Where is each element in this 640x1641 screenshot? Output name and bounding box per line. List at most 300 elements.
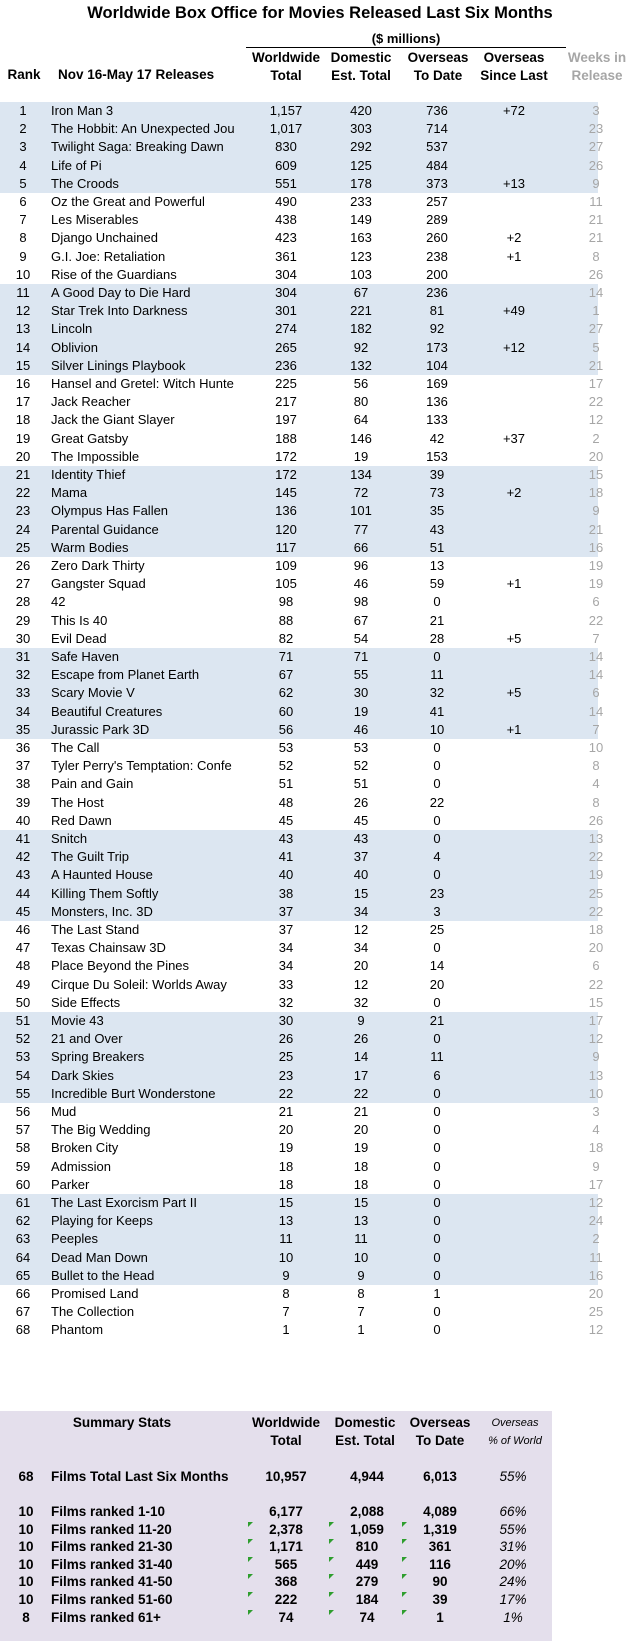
summary-worldwide: 565 — [274, 1556, 298, 1572]
worldwide-cell: 225 — [275, 376, 297, 391]
table-row — [0, 357, 604, 375]
overseas-cell: 25 — [429, 922, 445, 937]
table-row — [0, 539, 604, 557]
overseas-cell: 0 — [433, 812, 441, 828]
title-cell: Promised Land — [51, 1286, 139, 1301]
weeks-cell: 22 — [588, 903, 604, 919]
rank-cell: 7 — [19, 212, 27, 228]
weeks-cell: 18 — [588, 1140, 604, 1156]
worldwide-cell: 217 — [275, 394, 297, 410]
summary-pct: 24% — [499, 1574, 527, 1590]
overseas-cell: 21 — [429, 612, 445, 628]
title-cell: Oz the Great and Powerful — [51, 194, 205, 209]
worldwide-cell: 830 — [275, 139, 297, 155]
weeks-cell: 11 — [589, 194, 603, 209]
title-cell: Dead Man Down — [51, 1249, 148, 1265]
table-row — [0, 248, 598, 266]
overseas-cell: 41 — [429, 703, 445, 719]
rank-cell: 39 — [15, 794, 31, 810]
rank-cell: 60 — [15, 1176, 31, 1192]
domestic-cell: 8 — [357, 1286, 365, 1301]
table-row — [0, 648, 604, 666]
domestic-cell: 123 — [350, 248, 372, 264]
weeks-cell: 2 — [592, 430, 600, 446]
rank-cell: 6 — [19, 194, 27, 209]
header-weeks-line2: Release — [571, 68, 623, 83]
table-row — [0, 1085, 604, 1103]
domestic-cell: 19 — [353, 703, 369, 719]
rank-cell: 34 — [15, 703, 31, 719]
domestic-cell: 19 — [353, 1140, 369, 1156]
overseas-cell: 51 — [429, 539, 445, 555]
domestic-cell: 20 — [353, 1122, 369, 1138]
worldwide-cell: 32 — [278, 994, 294, 1010]
summary-overseas: 39 — [432, 1592, 448, 1607]
domestic-cell: 14 — [353, 1049, 369, 1065]
summary-pct: 66% — [499, 1504, 527, 1519]
title-cell: Jack Reacher — [51, 394, 131, 410]
title-cell: Admission — [51, 1158, 111, 1174]
since-last-cell: +12 — [502, 339, 526, 355]
worldwide-cell: 361 — [275, 248, 297, 264]
weeks-cell: 19 — [588, 558, 604, 573]
worldwide-cell: 88 — [278, 612, 294, 628]
overseas-cell: 43 — [429, 521, 445, 537]
table-row — [0, 1121, 598, 1139]
weeks-cell: 20 — [588, 940, 604, 956]
domestic-cell: 17 — [353, 1067, 369, 1083]
worldwide-cell: 22 — [278, 1085, 294, 1101]
table-row — [0, 593, 598, 611]
rank-cell: 42 — [15, 849, 31, 865]
worldwide-cell: 117 — [275, 539, 297, 555]
summary-pct: 55% — [499, 1521, 527, 1537]
worldwide-cell: 48 — [278, 794, 294, 810]
title-cell: Evil Dead — [51, 630, 107, 646]
domestic-cell: 13 — [353, 1213, 369, 1229]
weeks-cell: 6 — [592, 594, 600, 610]
weeks-cell: 1 — [592, 303, 600, 319]
weeks-cell: 14 — [588, 649, 604, 664]
title-cell: Place Beyond the Pines — [51, 958, 190, 974]
summary-total-count: 68 — [18, 1469, 34, 1484]
summary-label: Films ranked 51-60 — [51, 1592, 173, 1607]
title-cell: Escape from Planet Earth — [51, 667, 200, 683]
summary-domestic: 1,059 — [350, 1521, 384, 1537]
summary-domestic: 74 — [359, 1609, 375, 1625]
worldwide-cell: 1,157 — [269, 103, 303, 118]
worldwide-cell: 109 — [275, 558, 297, 573]
rank-cell: 1 — [19, 103, 27, 118]
domestic-cell: 67 — [353, 285, 369, 300]
summary-count: 10 — [18, 1574, 34, 1590]
table-row — [0, 1230, 598, 1248]
rank-cell: 32 — [15, 667, 31, 683]
title-cell: Parker — [51, 1176, 90, 1192]
title-cell: Jack the Giant Slayer — [51, 412, 175, 428]
domestic-cell: 67 — [353, 612, 369, 628]
rank-cell: 3 — [19, 139, 27, 155]
domestic-cell: 11 — [354, 1231, 368, 1247]
title-cell: Safe Haven — [51, 649, 119, 664]
header-since-line2: Since Last — [480, 68, 548, 83]
worldwide-cell: 105 — [275, 576, 297, 592]
worldwide-cell: 23 — [278, 1067, 294, 1083]
worldwide-cell: 40 — [278, 867, 294, 883]
summary-header-worldwide-line1: Worldwide — [251, 1415, 320, 1430]
weeks-cell: 20 — [588, 448, 604, 464]
worldwide-cell: 43 — [278, 831, 294, 846]
rank-cell: 10 — [15, 266, 31, 282]
worldwide-cell: 7 — [282, 1304, 290, 1320]
title-cell: Life of Pi — [51, 157, 102, 173]
weeks-cell: 14 — [588, 703, 604, 719]
overseas-cell: 537 — [426, 139, 448, 155]
summary-label: Films ranked 41-50 — [51, 1574, 173, 1590]
rank-cell: 13 — [15, 321, 31, 337]
overseas-cell: 153 — [426, 448, 448, 464]
summary-total-row — [0, 1468, 552, 1486]
rank-cell: 27 — [15, 576, 31, 592]
overseas-cell: 104 — [426, 357, 448, 373]
domestic-cell: 45 — [353, 812, 369, 828]
weeks-cell: 10 — [588, 740, 604, 755]
overseas-cell: 0 — [433, 831, 441, 846]
rank-cell: 62 — [15, 1213, 31, 1229]
overseas-cell: 59 — [429, 576, 445, 592]
overseas-cell: 0 — [433, 776, 441, 792]
weeks-cell: 15 — [588, 994, 604, 1010]
since-last-cell: +5 — [506, 630, 522, 646]
worldwide-cell: 304 — [275, 285, 297, 300]
summary-overseas: 90 — [432, 1574, 448, 1590]
domestic-cell: 182 — [350, 321, 372, 337]
summary-group-row — [0, 1503, 552, 1521]
title-cell: G.I. Joe: Retaliation — [51, 248, 166, 264]
weeks-cell: 16 — [588, 1267, 604, 1283]
domestic-cell: 149 — [350, 212, 372, 228]
overseas-cell: 0 — [433, 1249, 441, 1265]
summary-total-domestic: 4,944 — [350, 1469, 384, 1484]
overseas-cell: 42 — [429, 430, 445, 446]
title-cell: A Good Day to Die Hard — [51, 285, 191, 300]
rank-cell: 54 — [15, 1067, 31, 1083]
title-cell: Les Miserables — [51, 212, 139, 228]
overseas-cell: 0 — [433, 1176, 441, 1192]
worldwide-cell: 423 — [275, 230, 297, 246]
table-row — [0, 211, 604, 229]
title-cell: Movie 43 — [51, 1013, 104, 1028]
title-cell: Jurassic Park 3D — [51, 721, 150, 737]
weeks-cell: 13 — [588, 831, 604, 846]
weeks-cell: 16 — [588, 539, 604, 555]
title-cell: Red Dawn — [51, 812, 112, 828]
weeks-cell: 27 — [588, 321, 604, 337]
title-cell: Broken City — [51, 1140, 119, 1156]
rank-cell: 28 — [15, 594, 31, 610]
domestic-cell: 12 — [353, 976, 369, 992]
summary-overseas: 4,089 — [423, 1504, 457, 1519]
summary-label: Films ranked 21-30 — [51, 1539, 173, 1555]
table-row — [0, 393, 604, 411]
title-cell: Bullet to the Head — [51, 1267, 155, 1283]
table-row — [0, 812, 604, 830]
domestic-cell: 56 — [353, 376, 369, 391]
domestic-cell: 178 — [350, 175, 372, 191]
title-cell: Side Effects — [51, 994, 121, 1010]
overseas-cell: 20 — [429, 976, 445, 992]
summary-heading: Summary Stats — [72, 1415, 172, 1430]
summary-count: 10 — [18, 1539, 34, 1555]
weeks-cell: 13 — [588, 1067, 604, 1083]
rank-cell: 65 — [15, 1267, 31, 1283]
title-cell: Peeples — [51, 1231, 98, 1247]
worldwide-cell: 13 — [278, 1213, 294, 1229]
domestic-cell: 101 — [350, 503, 372, 519]
worldwide-cell: 37 — [278, 903, 294, 919]
weeks-cell: 26 — [588, 157, 604, 173]
title-cell: Incredible Burt Wonderstone — [51, 1085, 216, 1101]
table-row — [0, 320, 604, 338]
rank-cell: 61 — [15, 1195, 31, 1210]
worldwide-cell: 304 — [275, 266, 297, 282]
cell-indicator-icon — [248, 1574, 253, 1579]
weeks-cell: 21 — [588, 521, 604, 537]
overseas-cell: 736 — [426, 103, 448, 118]
since-last-cell: +1 — [506, 248, 522, 264]
domestic-cell: 64 — [353, 412, 369, 428]
summary-header-overseas-line1: Overseas — [409, 1415, 471, 1430]
overseas-cell: 10 — [429, 721, 445, 737]
worldwide-cell: 609 — [275, 157, 297, 173]
rank-cell: 12 — [15, 303, 31, 319]
overseas-cell: 11 — [430, 1049, 444, 1065]
overseas-cell: 73 — [429, 485, 445, 501]
title-cell: The Croods — [51, 175, 119, 191]
title-cell: Playing for Keeps — [51, 1213, 153, 1229]
domestic-cell: 55 — [353, 667, 369, 683]
overseas-cell: 13 — [429, 558, 445, 573]
title-cell: Silver Linings Playbook — [51, 357, 186, 373]
overseas-cell: 6 — [433, 1067, 441, 1083]
summary-overseas: 1 — [436, 1609, 444, 1625]
table-row — [0, 721, 598, 739]
cell-indicator-icon — [329, 1522, 334, 1527]
table-row — [0, 1285, 604, 1303]
table-row — [0, 157, 604, 175]
rank-cell: 17 — [15, 394, 31, 410]
overseas-cell: 238 — [426, 248, 448, 264]
worldwide-cell: 20 — [278, 1122, 294, 1138]
table-row — [0, 1048, 598, 1066]
summary-pct: 17% — [499, 1592, 527, 1607]
worldwide-cell: 236 — [275, 357, 297, 373]
weeks-cell: 9 — [592, 1049, 600, 1065]
domestic-cell: 15 — [353, 1195, 369, 1210]
summary-domestic: 810 — [355, 1539, 379, 1555]
weeks-cell: 22 — [588, 976, 604, 992]
worldwide-cell: 52 — [278, 758, 294, 774]
rank-cell: 20 — [15, 448, 31, 464]
domestic-cell: 80 — [353, 394, 369, 410]
rank-cell: 55 — [15, 1085, 31, 1101]
rank-cell: 57 — [15, 1122, 31, 1138]
title-cell: Twilight Saga: Breaking Dawn — [51, 139, 224, 155]
since-last-cell: +5 — [506, 685, 522, 701]
cell-indicator-icon — [402, 1592, 407, 1597]
weeks-cell: 4 — [592, 1122, 600, 1138]
title-cell: Snitch — [51, 831, 88, 846]
domestic-cell: 92 — [353, 339, 369, 355]
rank-cell: 59 — [15, 1158, 31, 1174]
title-cell: Iron Man 3 — [51, 103, 114, 118]
worldwide-cell: 172 — [275, 448, 297, 464]
overseas-cell: 714 — [426, 121, 448, 137]
rank-cell: 2 — [19, 121, 27, 137]
since-last-cell: +72 — [502, 103, 526, 118]
worldwide-cell: 10 — [278, 1249, 294, 1265]
domestic-cell: 163 — [350, 230, 372, 246]
weeks-cell: 4 — [592, 776, 600, 792]
rank-cell: 4 — [19, 157, 27, 173]
worldwide-cell: 62 — [278, 685, 294, 701]
header-weeks-line1: Weeks in — [567, 50, 627, 65]
table-row — [0, 193, 603, 211]
worldwide-cell: 265 — [275, 339, 297, 355]
table-row — [0, 1067, 604, 1085]
summary-pct: 31% — [499, 1539, 527, 1555]
domestic-cell: 37 — [353, 849, 369, 865]
header-worldwide-line1: Worldwide — [251, 50, 320, 65]
overseas-cell: 373 — [426, 175, 448, 191]
header-domestic-line1: Domestic — [330, 50, 392, 65]
worldwide-cell: 490 — [275, 194, 297, 209]
summary-header-worldwide-line2: Total — [270, 1433, 302, 1448]
rank-cell: 26 — [15, 558, 31, 573]
rank-cell: 23 — [15, 503, 31, 519]
title-cell: Star Trek Into Darkness — [51, 303, 188, 319]
table-row — [0, 939, 604, 957]
title-cell: The Hobbit: An Unexpected Jou — [51, 121, 235, 137]
title-cell: Scary Movie V — [51, 685, 135, 701]
cell-indicator-icon — [329, 1592, 334, 1597]
domestic-cell: 9 — [357, 1013, 365, 1028]
summary-header-pct-line2: % of World — [488, 1435, 542, 1447]
worldwide-cell: 438 — [275, 212, 297, 228]
domestic-cell: 146 — [350, 430, 372, 446]
summary-domestic: 449 — [355, 1556, 379, 1572]
table-row — [0, 1103, 598, 1121]
domestic-cell: 19 — [353, 448, 369, 464]
worldwide-cell: 38 — [278, 885, 294, 901]
table-row — [0, 502, 598, 520]
overseas-cell: 236 — [426, 285, 448, 300]
weeks-cell: 6 — [592, 685, 600, 701]
cell-indicator-icon — [402, 1610, 407, 1615]
worldwide-cell: 15 — [278, 1195, 294, 1210]
rank-cell: 31 — [15, 649, 31, 664]
weeks-cell: 3 — [592, 1104, 600, 1119]
title-cell: Django Unchained — [51, 230, 158, 246]
summary-overseas: 116 — [429, 1556, 451, 1572]
weeks-cell: 12 — [588, 1322, 604, 1338]
worldwide-cell: 11 — [279, 1231, 293, 1247]
overseas-cell: 0 — [433, 1122, 441, 1138]
overseas-cell: 92 — [429, 321, 445, 337]
overseas-cell: 28 — [429, 630, 445, 646]
header-rule — [246, 47, 566, 48]
title-cell: The Host — [51, 794, 104, 810]
weeks-cell: 22 — [588, 849, 604, 865]
title-cell: Rise of the Guardians — [51, 266, 177, 282]
summary-label: Films ranked 61+ — [51, 1609, 161, 1625]
overseas-cell: 260 — [426, 230, 448, 246]
rank-cell: 8 — [19, 230, 27, 246]
table-row — [0, 957, 598, 975]
weeks-cell: 21 — [588, 230, 604, 246]
overseas-cell: 11 — [430, 667, 444, 683]
summary-worldwide: 368 — [274, 1574, 298, 1590]
table-row — [0, 1321, 604, 1339]
worldwide-cell: 41 — [278, 849, 294, 865]
table-row — [0, 484, 604, 502]
domestic-cell: 420 — [350, 103, 372, 118]
title-cell: Beautiful Creatures — [51, 703, 163, 719]
summary-worldwide: 6,177 — [269, 1504, 303, 1519]
summary-label: Films ranked 31-40 — [51, 1556, 173, 1572]
header-domestic-line2: Est. Total — [331, 68, 391, 83]
weeks-cell: 10 — [588, 1085, 604, 1101]
weeks-cell: 8 — [592, 248, 600, 264]
overseas-cell: 22 — [429, 794, 445, 810]
worldwide-cell: 197 — [275, 412, 297, 428]
title-cell: Mama — [51, 485, 88, 501]
table-row — [0, 102, 598, 120]
summary-domestic: 279 — [355, 1574, 379, 1590]
overseas-cell: 4 — [433, 849, 441, 865]
domestic-cell: 98 — [353, 594, 369, 610]
rank-cell: 14 — [15, 339, 31, 355]
table-row — [0, 175, 598, 193]
rank-cell: 24 — [15, 521, 31, 537]
domestic-cell: 12 — [353, 922, 369, 937]
table-row — [0, 994, 604, 1012]
table-row — [0, 885, 604, 903]
worldwide-cell: 551 — [275, 175, 297, 191]
worldwide-cell: 145 — [275, 485, 297, 501]
summary-worldwide: 74 — [278, 1609, 294, 1625]
summary-domestic: 2,088 — [350, 1504, 384, 1519]
weeks-cell: 22 — [588, 612, 604, 628]
weeks-cell: 12 — [588, 412, 604, 428]
table-row — [0, 684, 598, 702]
overseas-cell: 32 — [429, 685, 445, 701]
title-cell: Gangster Squad — [51, 576, 146, 592]
since-last-cell: +2 — [506, 230, 522, 246]
worldwide-cell: 21 — [278, 1104, 294, 1119]
overseas-cell: 0 — [433, 1304, 441, 1320]
table-row — [0, 120, 604, 138]
summary-group-row — [0, 1521, 552, 1539]
title-cell: The Collection — [51, 1304, 135, 1320]
weeks-cell: 25 — [588, 1304, 604, 1320]
table-row — [0, 302, 598, 320]
domestic-cell: 303 — [350, 121, 372, 137]
weeks-cell: 9 — [592, 1158, 600, 1174]
summary-header-domestic-line1: Domestic — [334, 1415, 396, 1430]
weeks-cell: 17 — [588, 376, 604, 391]
worldwide-cell: 60 — [278, 703, 294, 719]
